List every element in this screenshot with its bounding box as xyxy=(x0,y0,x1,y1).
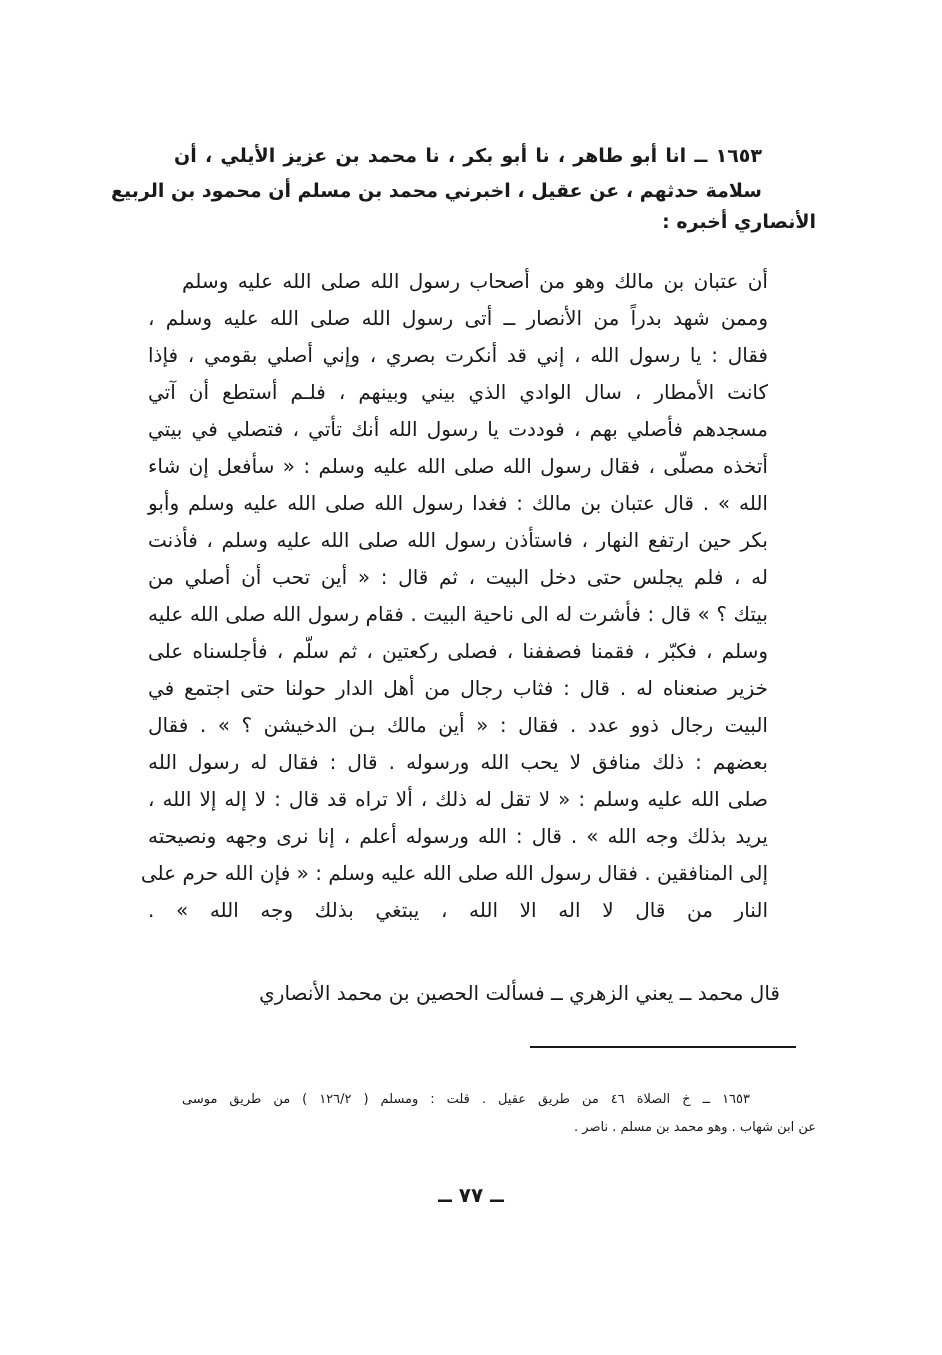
matn-line: أتخذه مصلّى ، فقال رسول الله صلى الله عليه وسلم : « سأفعل إن شاء xyxy=(148,454,768,478)
closing-line: قال محمد ــ يعني الزهري ــ فسألت الحصين بن محمد الأنصاري xyxy=(259,981,780,1005)
isnad-line: ١٦٥٣ ــ انا أبو طاهر ، نا أبو بكر ، نا محمد بن عزيز الأيلي ، أن xyxy=(174,145,762,167)
matn-line: صلى الله عليه وسلم : « لا تقل له ذلك ، ألا تراه قد قال : لا إله إلا الله ، xyxy=(148,787,768,811)
matn-line: وسلم ، فكبّر ، فقمنا فصففنا ، فصلى ركعتين ، ثم سلّم ، فأجلسناه على xyxy=(148,639,768,663)
matn-line: فقال : يا رسول الله ، إني قد أنكرت بصري ، وإني أصلي بقومي ، فإذا xyxy=(148,343,768,367)
matn-line: كانت الأمطار ، سال الوادي الذي بيني وبينهم ، فلـم أستطع أن آتي xyxy=(148,380,768,404)
matn-line: أن عتبان بن مالك وهو من أصحاب رسول الله صلى الله عليه وسلم xyxy=(182,269,768,293)
footnote-line: عن ابن شهاب . وهو محمد بن مسلم . ناصر . xyxy=(574,1120,816,1135)
matn-line: بيتك ؟ » قال : فأشرت له الى ناحية البيت . فقام رسول الله صلى الله عليه xyxy=(148,602,768,626)
matn-line: بعضهم : ذلك منافق لا يحب الله ورسوله . قال : فقال له رسول الله xyxy=(148,750,768,774)
matn-line: النار من قال لا اله الا الله ، يبتغي بذلك وجه الله » . xyxy=(148,898,768,922)
footnote-line: ١٦٥٣ ــ خ الصلاة ٤٦ من طريق عقيل . قلت : ومسلم ( ١٢٦/٢ ) من طريق موسى xyxy=(182,1092,750,1107)
matn-line: مسجدهم فأصلي بهم ، فوددت يا رسول الله أنك تأتي ، فتصلي في بيتي xyxy=(148,417,768,441)
matn-line: يريد بذلك وجه الله » . قال : الله ورسوله أعلم ، إنا نرى وجهه ونصيحته xyxy=(148,824,768,848)
page-number: ــ ٧٧ ــ xyxy=(438,1183,504,1207)
matn-line: إلى المنافقين . فقال رسول الله صلى الله عليه وسلم : « فإن الله حرم على xyxy=(140,861,768,885)
matn-line: له ، فلم يجلس حتى دخل البيت ، ثم قال : « أين تحب أن أصلي من xyxy=(148,565,768,589)
matn-line: خزير صنعناه له . قال : فثاب رجال من أهل الدار حولنا حتى اجتمع في xyxy=(148,676,768,700)
matn-line: وممن شهد بدراً من الأنصار ــ أتى رسول الله صلى الله عليه وسلم ، xyxy=(148,306,768,330)
isnad-line: الأنصاري أخبره : xyxy=(662,211,816,233)
footnote-separator xyxy=(530,1046,796,1048)
matn-line: الله » . قال عتبان بن مالك : فغدا رسول الله صلى الله عليه وسلم وأبو xyxy=(148,491,768,515)
matn-line: البيت رجال ذوو عدد . فقال : « أين مالك بـن الدخيشن ؟ » . فقال xyxy=(148,713,768,737)
isnad-line: سلامة حدثهم ، عن عقيل ، اخبرني محمد بن مسلم أن محمود بن الربيع xyxy=(111,180,762,202)
matn-line: بكر حين ارتفع النهار ، فاستأذن رسول الله صلى الله عليه وسلم ، فأذنت xyxy=(148,528,768,552)
